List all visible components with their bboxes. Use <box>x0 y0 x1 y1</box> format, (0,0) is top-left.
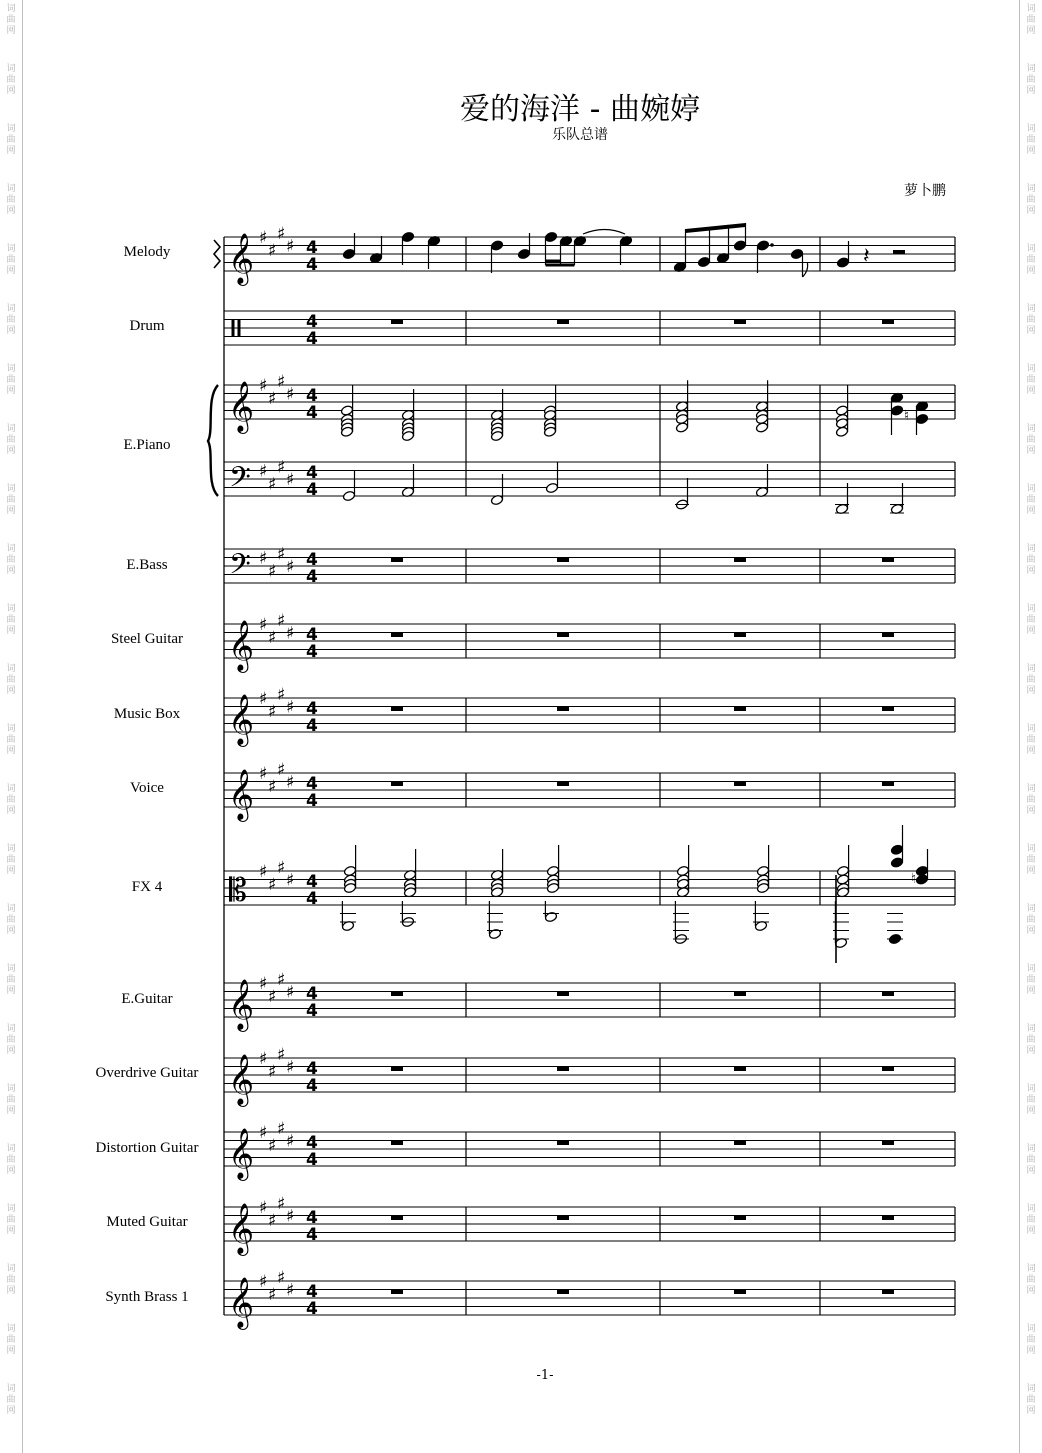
watermark-mark: 词 曲 网 <box>6 844 16 876</box>
piano-chord-note <box>835 426 848 437</box>
watermark-mark: 词 曲 网 <box>1026 124 1036 156</box>
key-signature-sharp: ♯ <box>268 1284 277 1305</box>
whole-rest <box>391 558 403 563</box>
watermark-mark: 词 曲 网 <box>6 724 16 756</box>
key-signature-sharp: ♯ <box>277 1193 286 1214</box>
key-signature-sharp: ♯ <box>259 1123 268 1143</box>
key-signature-sharp: ♯ <box>286 1131 295 1152</box>
whole-rest <box>557 633 569 638</box>
whole-rest <box>391 1290 403 1295</box>
whole-rest <box>391 320 403 325</box>
whole-rest <box>882 707 894 712</box>
watermark-mark: 词 曲 网 <box>1026 904 1036 936</box>
time-signature-numerator: 4 <box>306 774 318 794</box>
piano-bass-note <box>545 482 558 493</box>
key-signature-sharp: ♯ <box>268 1061 277 1082</box>
key-signature-sharp: ♯ <box>259 376 268 396</box>
key-signature-sharp: ♯ <box>277 684 286 705</box>
key-signature-sharp: ♯ <box>259 862 268 882</box>
watermark-mark: 词 曲 网 <box>6 484 16 516</box>
treble-clef: 𝄞 <box>228 1203 255 1254</box>
piano-chord-note <box>675 422 688 433</box>
key-signature-sharp: ♯ <box>268 776 277 797</box>
key-signature-sharp: ♯ <box>259 461 268 482</box>
watermark-mark: 词 曲 网 <box>6 964 16 996</box>
key-signature-sharp: ♯ <box>259 1272 268 1292</box>
watermark-mark: 词 曲 网 <box>6 64 16 96</box>
key-signature-sharp: ♯ <box>259 615 268 635</box>
melody-note <box>342 248 355 259</box>
melody-note <box>697 256 710 267</box>
instrument-label-e-guitar: E.Guitar <box>121 991 173 1007</box>
whole-rest <box>557 992 569 997</box>
melody-note <box>490 240 503 251</box>
key-signature-sharp: ♯ <box>286 384 295 405</box>
whole-rest <box>882 1141 894 1146</box>
watermark-mark: 词 曲 网 <box>1026 964 1036 996</box>
whole-rest <box>557 558 569 563</box>
quarter-rest: 𝄽 <box>863 244 870 269</box>
bass-clef: 𝄢 <box>229 548 251 588</box>
key-signature-sharp: ♯ <box>268 701 277 722</box>
time-signature-denominator: 4 <box>306 889 318 909</box>
dot <box>770 243 774 247</box>
watermark-mark: 词 曲 网 <box>6 1204 16 1236</box>
watermark-mark: 词 曲 网 <box>6 604 16 636</box>
whole-rest <box>557 1216 569 1221</box>
instrument-label-fx-4: FX 4 <box>131 879 163 895</box>
melody-note <box>733 240 746 251</box>
whole-rest <box>557 707 569 712</box>
watermark-mark: 词 曲 网 <box>1026 664 1036 696</box>
time-signature-numerator: 4 <box>306 386 318 406</box>
watermark-mark: 词 曲 网 <box>6 664 16 696</box>
watermark-mark: 词 曲 网 <box>1026 1204 1036 1236</box>
watermark-mark: 词 曲 网 <box>1026 64 1036 96</box>
treble-clef: 𝄞 <box>228 1128 255 1179</box>
key-signature-sharp: ♯ <box>286 557 295 577</box>
key-signature-sharp: ♯ <box>259 689 268 709</box>
melody-flag <box>803 263 808 277</box>
instrument-label-drum: Drum <box>129 318 165 334</box>
fx-chord-note <box>915 874 928 885</box>
key-signature-sharp: ♯ <box>259 1049 268 1069</box>
melody-note <box>790 248 803 259</box>
treble-clef: 𝄞 <box>228 1054 255 1105</box>
key-signature-sharp: ♯ <box>268 240 277 261</box>
watermark-mark: 词 曲 网 <box>6 4 16 36</box>
watermark-mark: 词 曲 网 <box>6 124 16 156</box>
time-signature-denominator: 4 <box>306 1150 318 1170</box>
treble-clef: 𝄞 <box>228 979 255 1030</box>
watermark-mark: 词 曲 网 <box>6 1024 16 1056</box>
time-signature-denominator: 4 <box>306 255 318 275</box>
whole-rest <box>734 1067 746 1072</box>
key-signature-sharp: ♯ <box>277 857 286 878</box>
whole-rest <box>734 633 746 638</box>
instrument-label-distortion-guitar: Distortion Guitar <box>95 1140 199 1156</box>
watermark-mark: 词 曲 网 <box>6 784 16 816</box>
watermark-mark: 词 曲 网 <box>1026 4 1036 36</box>
watermark-mark: 词 曲 网 <box>6 1384 16 1416</box>
treble-clef: 𝄞 <box>228 620 255 671</box>
whole-rest <box>391 1141 403 1146</box>
time-signature-numerator: 4 <box>306 625 318 645</box>
melody-bracket <box>214 240 220 268</box>
key-signature-sharp: ♯ <box>259 764 268 784</box>
key-signature-sharp: ♯ <box>268 1135 277 1156</box>
time-signature-denominator: 4 <box>306 1225 318 1245</box>
key-signature-sharp: ♯ <box>277 223 286 244</box>
time-signature-numerator: 4 <box>306 1208 318 1228</box>
key-signature-sharp: ♯ <box>286 870 295 891</box>
time-signature-numerator: 4 <box>306 463 318 483</box>
key-signature-sharp: ♯ <box>259 1198 268 1218</box>
time-signature-numerator: 4 <box>306 312 318 332</box>
whole-rest <box>882 633 894 638</box>
whole-rest <box>882 1067 894 1072</box>
watermark-mark: 词 曲 网 <box>1026 424 1036 456</box>
natural-sign: ♮ <box>911 871 917 887</box>
key-signature-sharp: ♯ <box>268 561 277 582</box>
time-signature-numerator: 4 <box>306 984 318 1004</box>
whole-rest <box>882 782 894 787</box>
instrument-label-music-box: Music Box <box>113 706 181 722</box>
watermark-mark: 词 曲 网 <box>1026 1024 1036 1056</box>
melody-beam <box>686 223 746 233</box>
instrument-label-e-piano: E.Piano <box>123 437 171 453</box>
key-signature-sharp: ♯ <box>286 236 295 257</box>
whole-rest <box>734 1141 746 1146</box>
treble-clef: 𝄞 <box>228 381 255 432</box>
melody-note <box>517 248 530 259</box>
time-signature-denominator: 4 <box>306 567 318 587</box>
key-signature-sharp: ♯ <box>268 874 277 895</box>
watermark-mark: 词 曲 网 <box>1026 364 1036 396</box>
watermark-mark: 词 曲 网 <box>1026 1324 1036 1356</box>
key-signature-sharp: ♯ <box>286 1057 295 1078</box>
watermark-mark: 词 曲 网 <box>1026 304 1036 336</box>
time-signature-numerator: 4 <box>306 872 318 892</box>
instrument-label-synth-brass-1: Synth Brass 1 <box>105 1289 189 1305</box>
treble-clef: 𝄞 <box>228 1277 255 1328</box>
watermark-mark: 词 曲 网 <box>1026 184 1036 216</box>
watermark-mark: 词 曲 网 <box>6 1144 16 1176</box>
melody-note <box>401 231 414 242</box>
whole-rest <box>734 1216 746 1221</box>
score-subtitle: 乐队总谱 <box>552 127 608 143</box>
key-signature-sharp: ♯ <box>277 1118 286 1139</box>
watermark-mark: 词 曲 网 <box>1026 1084 1036 1116</box>
watermark-mark: 词 曲 网 <box>1026 844 1036 876</box>
watermark-mark: 词 曲 网 <box>6 244 16 276</box>
whole-rest <box>734 320 746 325</box>
watermark-mark: 词 曲 网 <box>1026 1384 1036 1416</box>
watermark-mark: 词 曲 网 <box>6 1264 16 1296</box>
watermark-mark: 词 曲 网 <box>1026 1264 1036 1296</box>
key-signature-sharp: ♯ <box>286 623 295 644</box>
key-signature-sharp: ♯ <box>286 1206 295 1227</box>
whole-rest <box>734 558 746 563</box>
watermark-mark: 词 曲 网 <box>1026 604 1036 636</box>
instrument-label-voice: Voice <box>130 780 164 796</box>
key-signature-sharp: ♯ <box>277 371 286 392</box>
key-signature-sharp: ♯ <box>286 470 295 490</box>
piano-chord-note <box>755 422 768 433</box>
instrument-label-e-bass: E.Bass <box>126 557 168 573</box>
whole-rest <box>557 782 569 787</box>
watermark-mark: 词 曲 网 <box>1026 484 1036 516</box>
watermark-mark: 词 曲 网 <box>1026 1144 1036 1176</box>
whole-rest <box>391 782 403 787</box>
whole-rest <box>557 1067 569 1072</box>
key-signature-sharp: ♯ <box>277 1044 286 1065</box>
key-signature-sharp: ♯ <box>277 1267 286 1288</box>
watermark-mark: 词 曲 网 <box>1026 724 1036 756</box>
whole-rest <box>391 992 403 997</box>
key-signature-sharp: ♯ <box>268 986 277 1007</box>
whole-rest <box>557 1141 569 1146</box>
whole-rest <box>391 707 403 712</box>
watermark-mark: 词 曲 网 <box>6 1324 16 1356</box>
whole-rest <box>734 992 746 997</box>
key-signature-sharp: ♯ <box>277 457 286 478</box>
piano-chord-note <box>915 413 928 424</box>
key-signature-sharp: ♯ <box>277 759 286 780</box>
time-signature-numerator: 4 <box>306 1133 318 1153</box>
whole-rest <box>391 1067 403 1072</box>
watermark-mark: 词 曲 网 <box>1026 784 1036 816</box>
whole-rest <box>882 558 894 563</box>
instrument-label-steel-guitar: Steel Guitar <box>110 631 184 647</box>
watermark-mark: 词 曲 网 <box>1026 244 1036 276</box>
alto-clef: 𝄡 <box>229 871 247 909</box>
time-signature-numerator: 4 <box>306 550 318 570</box>
key-signature-sharp: ♯ <box>277 610 286 631</box>
whole-rest <box>557 1290 569 1295</box>
key-signature-sharp: ♯ <box>259 548 268 569</box>
melody-note <box>756 240 769 251</box>
key-signature-sharp: ♯ <box>286 1280 295 1301</box>
watermark-mark: 词 曲 网 <box>6 304 16 336</box>
time-signature-denominator: 4 <box>306 1076 318 1096</box>
composer-name: 萝卜鹏 <box>904 183 946 199</box>
watermark-mark: 词 曲 网 <box>6 364 16 396</box>
fx-chord-note <box>890 857 903 868</box>
page-number: -1- <box>536 1368 554 1383</box>
treble-clef: 𝄞 <box>228 694 255 745</box>
time-signature-denominator: 4 <box>306 480 318 500</box>
melody-tie <box>583 230 625 235</box>
key-signature-sharp: ♯ <box>268 627 277 648</box>
grand-staff-brace <box>208 385 218 496</box>
melody-note <box>836 257 849 268</box>
treble-clef: 𝄞 <box>228 769 255 820</box>
whole-rest <box>734 707 746 712</box>
watermark-mark: 词 曲 网 <box>6 544 16 576</box>
instrument-label-melody: Melody <box>123 244 171 260</box>
score-title: 爱的海洋 - 曲婉婷 <box>460 92 700 127</box>
whole-rest <box>882 992 894 997</box>
time-signature-denominator: 4 <box>306 642 318 662</box>
instrument-label-muted-guitar: Muted Guitar <box>106 1214 188 1230</box>
time-signature-denominator: 4 <box>306 791 318 811</box>
watermark-mark: 词 曲 网 <box>1026 544 1036 576</box>
key-signature-sharp: ♯ <box>268 388 277 409</box>
key-signature-sharp: ♯ <box>268 474 277 495</box>
treble-clef: 𝄞 <box>228 233 255 284</box>
melody-note <box>544 231 557 242</box>
bass-clef: 𝄢 <box>229 461 251 501</box>
time-signature-numerator: 4 <box>306 238 318 258</box>
key-signature-sharp: ♯ <box>277 969 286 990</box>
time-signature-numerator: 4 <box>306 699 318 719</box>
time-signature-denominator: 4 <box>306 403 318 423</box>
whole-rest <box>882 320 894 325</box>
piano-bass-note <box>342 490 355 501</box>
key-signature-sharp: ♯ <box>286 982 295 1003</box>
whole-rest <box>882 1216 894 1221</box>
natural-sign: ♮ <box>904 408 910 424</box>
watermark-mark: 词 曲 网 <box>6 904 16 936</box>
time-signature-denominator: 4 <box>306 1001 318 1021</box>
time-signature-numerator: 4 <box>306 1059 318 1079</box>
whole-rest <box>734 782 746 787</box>
key-signature-sharp: ♯ <box>277 544 286 565</box>
fx-chord-note <box>890 844 903 855</box>
key-signature-sharp: ♯ <box>259 974 268 994</box>
time-signature-denominator: 4 <box>306 716 318 736</box>
watermark-mark: 词 曲 网 <box>6 184 16 216</box>
whole-rest <box>557 320 569 325</box>
time-signature-numerator: 4 <box>306 1282 318 1302</box>
whole-rest <box>734 1290 746 1295</box>
key-signature-sharp: ♯ <box>286 697 295 718</box>
watermark-mark: 词 曲 网 <box>6 424 16 456</box>
whole-rest <box>391 633 403 638</box>
key-signature-sharp: ♯ <box>268 1210 277 1231</box>
time-signature-denominator: 4 <box>306 329 318 349</box>
whole-rest <box>882 1290 894 1295</box>
whole-rest <box>391 1216 403 1221</box>
key-signature-sharp: ♯ <box>259 228 268 248</box>
time-signature-denominator: 4 <box>306 1299 318 1319</box>
half-rest <box>893 250 905 255</box>
instrument-label-overdrive-guitar: Overdrive Guitar <box>95 1065 199 1081</box>
key-signature-sharp: ♯ <box>286 772 295 793</box>
watermark-mark: 词 曲 网 <box>6 1084 16 1116</box>
piano-chord-note <box>890 405 903 416</box>
